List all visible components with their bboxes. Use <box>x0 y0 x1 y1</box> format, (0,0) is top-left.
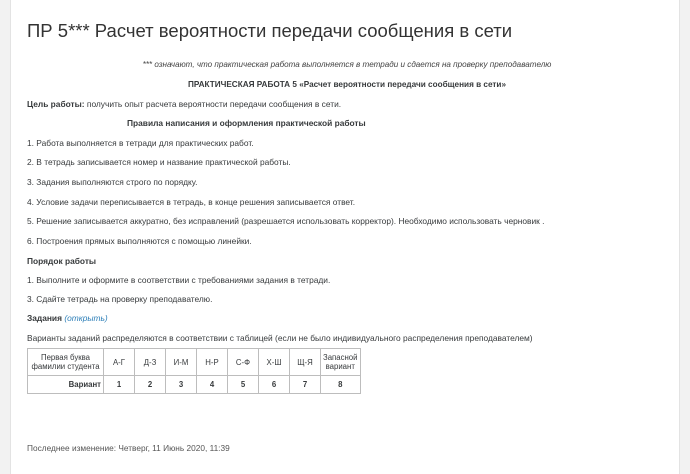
table-cell: Запасной вариант <box>321 349 361 376</box>
variants-table <box>27 348 361 394</box>
rule-item: 2. В тетрадь записывается номер и название практической работы. <box>27 157 291 167</box>
table-cell: 2 <box>135 376 166 394</box>
variants-intro: Варианты заданий распределяются в соответствии с таблицей (если не было индивидуального распределения преподавателем) <box>27 333 533 343</box>
rule-item: 3. Задания выполняются строго по порядку. <box>27 177 198 187</box>
tasks-paragraph <box>27 313 108 323</box>
assignment-note: *** означают, что практическая работа выполняется в тетради и сдается на проверку преподавателю <box>142 60 552 69</box>
tasks-open-link[interactable]: (открыть) <box>64 313 108 323</box>
goal-label: Цель работы: <box>27 99 85 109</box>
table-cell: Щ-Я <box>290 349 321 376</box>
content-card <box>10 0 680 474</box>
rules-heading: Правила написания и оформления практической работы <box>127 118 366 128</box>
table-cell: 7 <box>290 376 321 394</box>
page-title: ПР 5*** Расчет вероятности передачи сообщения в сети <box>27 20 513 41</box>
last-modified: Последнее изменение: Четверг, 11 Июнь 2020, 11:39 <box>27 443 230 453</box>
table-cell: 3 <box>166 376 197 394</box>
rule-item: 4. Условие задачи переписывается в тетрадь, в конце решения записывается ответ. <box>27 197 356 207</box>
rule-item: 5. Решение записывается аккуратно, без исправлений (разрешается использовать корректор). Необходимо использовать черновик . <box>27 216 545 226</box>
rule-item: 6. Построения прямых выполняются с помощью линейки. <box>27 236 252 246</box>
goal-text: получить опыт расчета вероятности передачи сообщения в сети. <box>84 99 342 109</box>
table-cell: И-М <box>166 349 197 376</box>
table-header-cell: Первая буква фамилии студента <box>28 349 104 376</box>
rule-item: 1. Работа выполняется в тетради для практических работ. <box>27 138 254 148</box>
table-cell: Н-Р <box>197 349 228 376</box>
table-row-label: Вариант <box>28 376 104 394</box>
table-row <box>28 349 361 376</box>
table-cell: 1 <box>104 376 135 394</box>
table-cell: Д-З <box>135 349 166 376</box>
order-item: 3. Сдайте тетрадь на проверку преподавателю. <box>27 294 213 304</box>
table-cell: А-Г <box>104 349 135 376</box>
order-item: 1. Выполните и оформите в соответствии с требованиями задания в тетради. <box>27 275 331 285</box>
order-heading: Порядок работы <box>27 256 97 266</box>
table-cell: 5 <box>228 376 259 394</box>
tasks-label: Задания <box>27 313 62 323</box>
table-row <box>28 376 361 394</box>
table-cell: 8 <box>321 376 361 394</box>
table-cell: Х-Ш <box>259 349 290 376</box>
table-cell: С-Ф <box>228 349 259 376</box>
table-cell: 4 <box>197 376 228 394</box>
table-cell: 6 <box>259 376 290 394</box>
goal-paragraph <box>27 99 341 109</box>
work-subtitle: ПРАКТИЧЕСКАЯ РАБОТА 5 «Расчет вероятности передачи сообщения в сети» <box>187 80 507 89</box>
